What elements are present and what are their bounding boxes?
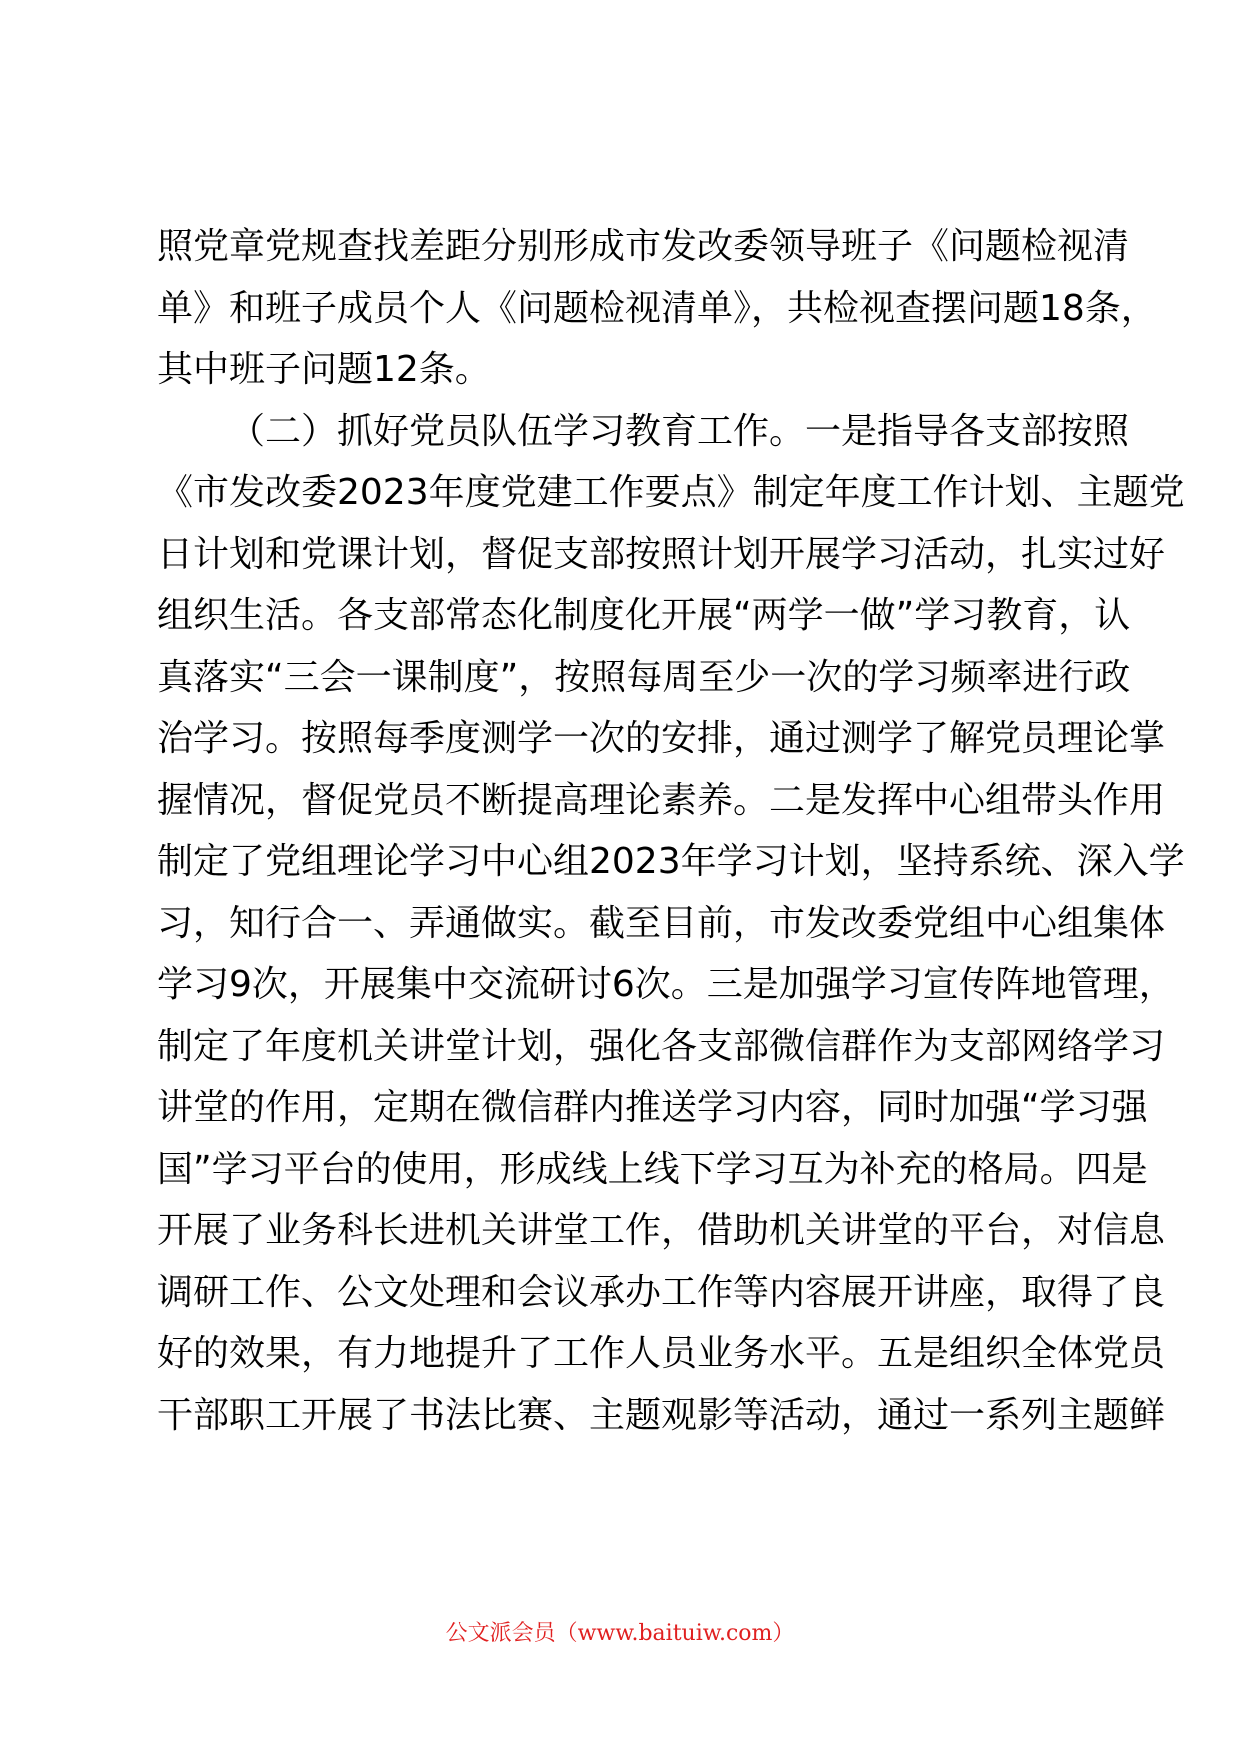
text-line: 组织生活。各支部常态化制度化开展“两学一做”学习教育，认: [157, 595, 1131, 636]
text-line: 其中班子问题12条。: [157, 349, 491, 390]
text-line: 国”学习平台的使用，形成线上线下学习互为补充的格局。四是: [157, 1148, 1148, 1190]
text-line: 握情况，督促党员不断提高理论素养。二是发挥中心组带头作用: [157, 779, 1166, 821]
text-line: 照党章党规查找差距分别形成市发改委领导班子《问题检视清: [157, 226, 1130, 267]
footer-watermark: 公文派会员（www.baituiw.com）: [445, 1621, 795, 1646]
document-body: [157, 216, 1185, 1446]
text-line: 学习9次，开展集中交流研讨6次。三是加强学习宣传阵地管理，: [157, 964, 1175, 1005]
text-line: （二）抓好党员队伍学习教育工作。一是指导各支部按照: [229, 410, 1130, 452]
text-line: 好的效果，有力地提升了工作人员业务水平。五是组织全体党员: [157, 1333, 1166, 1374]
text-line: 真落实“三会一课制度”，按照每周至少一次的学习频率进行政: [157, 656, 1131, 698]
text-line: 制定了年度机关讲堂计划，强化各支部微信群作为支部网络学习: [157, 1025, 1166, 1067]
text-line: 治学习。按照每季度测学一次的安排，通过测学了解党员理论掌: [157, 718, 1166, 759]
text-line: 干部职工开展了书法比赛、主题观影等活动，通过一系列主题鲜: [157, 1394, 1166, 1436]
text-line: 《市发改委2023年度党建工作要点》制定年度工作计划、主题党: [157, 472, 1185, 513]
text-line: 习，知行合一、弄通做实。截至目前，市发改委党组中心组集体: [157, 902, 1166, 944]
text-line: 单》和班子成员个人《问题检视清单》，共检视查摆问题18条，: [157, 287, 1157, 329]
text-line: 开展了业务科长进机关讲堂工作，借助机关讲堂的平台，对信息: [157, 1210, 1166, 1251]
text-line: 制定了党组理论学习中心组2023年学习计划，坚持系统、深入学: [157, 841, 1185, 882]
text-line: 讲堂的作用，定期在微信群内推送学习内容，同时加强“学习强: [157, 1087, 1148, 1128]
text-line: 日计划和党课计划，督促支部按照计划开展学习活动，扎实过好: [157, 533, 1166, 575]
text-line: 调研工作、公文处理和会议承办工作等内容展开讲座，取得了良: [157, 1271, 1166, 1313]
